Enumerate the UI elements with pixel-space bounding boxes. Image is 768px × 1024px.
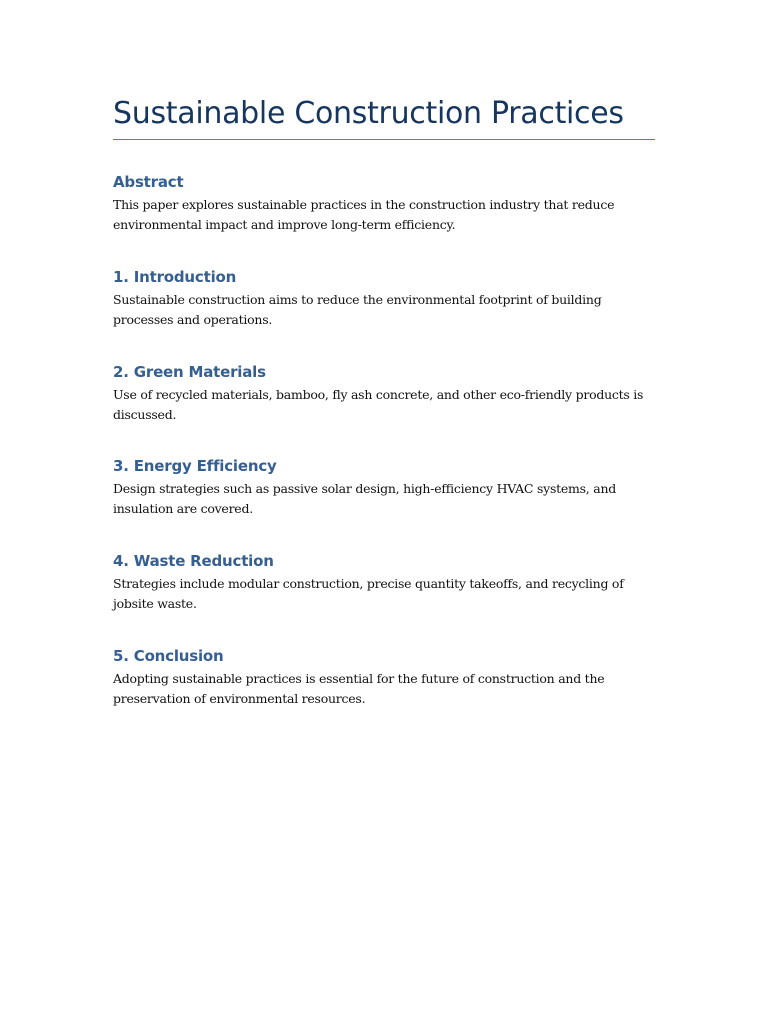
section-waste-reduction [113,551,655,613]
section-green-materials [113,362,655,424]
title-underline-rule [113,139,655,140]
section-heading: 2. Green Materials [113,363,266,381]
section-body: Adopting sustainable practices is essential for the future of construction and the preservation of environmental resources. [113,671,605,706]
section-heading: 1. Introduction [113,268,237,286]
section-energy-efficiency [113,456,655,518]
section-introduction [113,267,655,329]
section-conclusion [113,646,655,708]
section-body: Use of recycled materials, bamboo, fly ash concrete, and other eco-friendly products is discussed. [113,387,644,422]
section-heading: 5. Conclusion [113,647,224,665]
section-body: Strategies include modular construction, precise quantity takeoffs, and recycling of jobsite waste. [113,576,624,611]
section-heading: 3. Energy Efficiency [113,457,277,475]
section-heading: 4. Waste Reduction [113,552,274,570]
section-body: This paper explores sustainable practices in the construction industry that reduce environmental impact and improve long-term efficiency. [113,197,615,232]
section-heading: Abstract [113,173,184,191]
document-page [113,0,655,706]
document-title: Sustainable Construction Practices [113,96,624,131]
section-abstract [113,172,655,234]
section-body: Design strategies such as passive solar design, high-efficiency HVAC systems, and insulation are covered. [113,481,617,516]
section-body: Sustainable construction aims to reduce the environmental footprint of building processes and operations. [113,292,602,327]
